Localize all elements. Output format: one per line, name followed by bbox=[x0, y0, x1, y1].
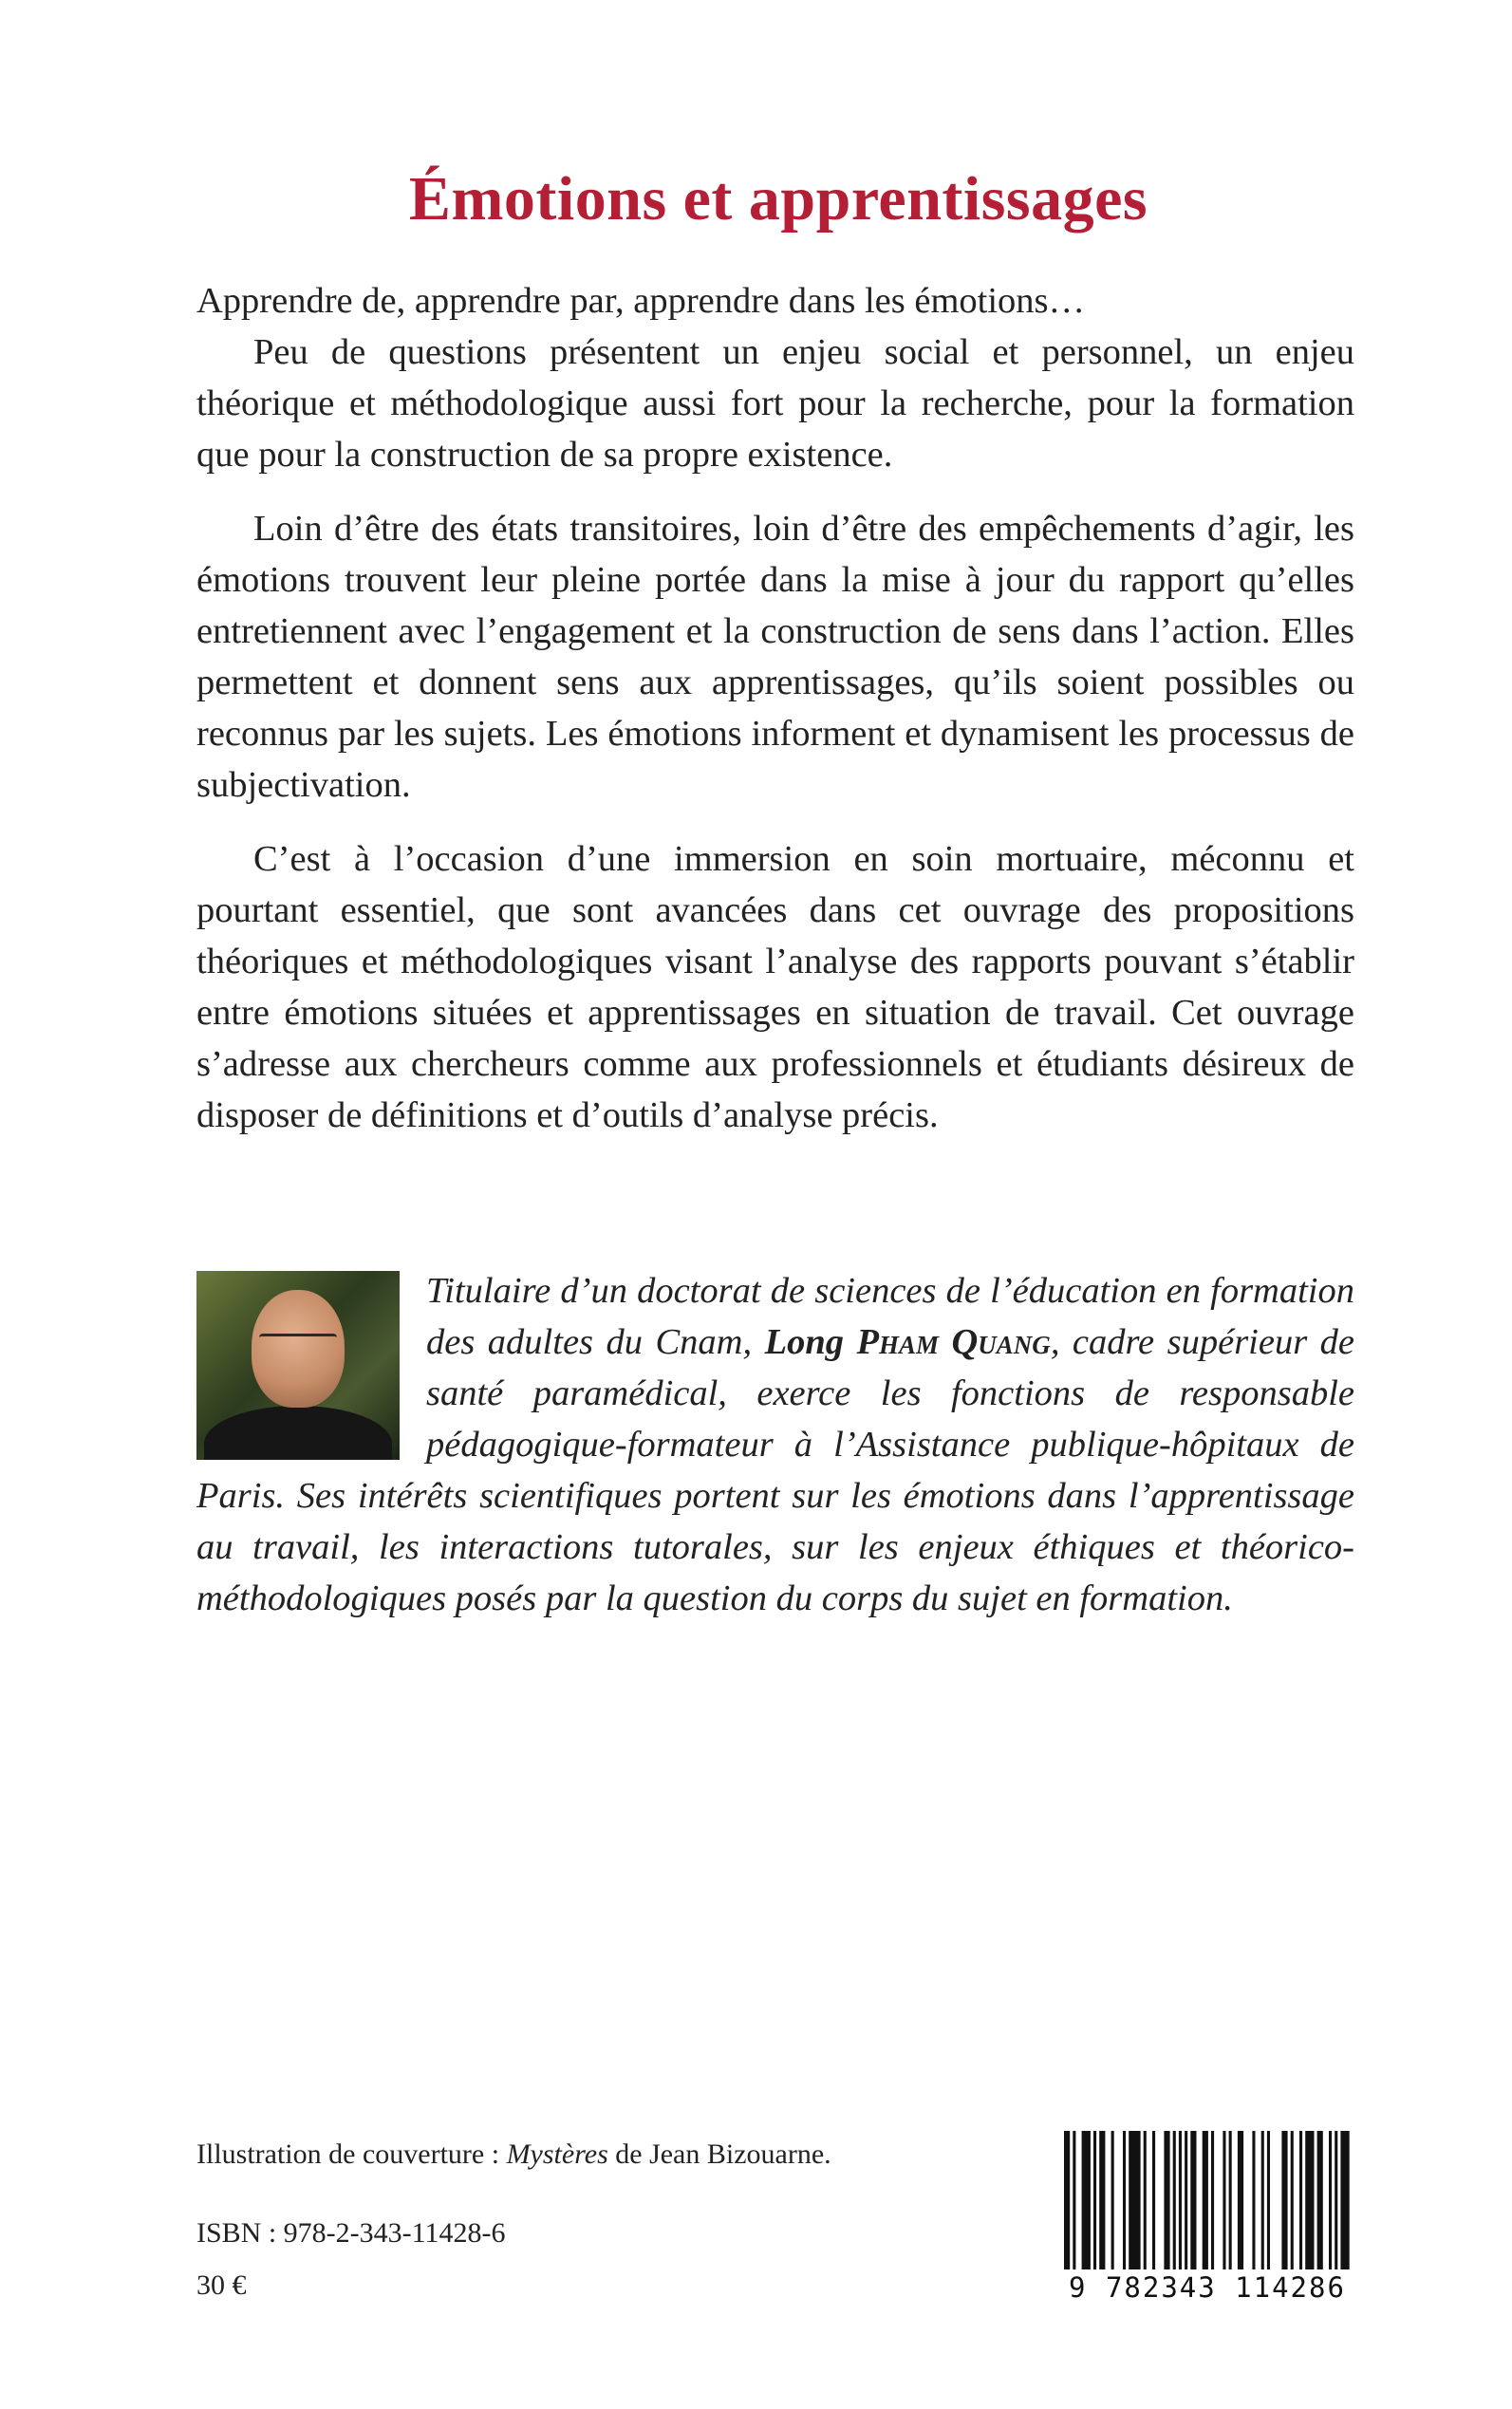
barcode-bar bbox=[1152, 2131, 1155, 2273]
barcode-bar bbox=[1335, 2131, 1337, 2273]
barcode-bar bbox=[1190, 2131, 1196, 2273]
barcode-bar bbox=[1064, 2131, 1070, 2273]
barcode bbox=[1060, 2131, 1354, 2311]
credit-prefix: Illustration de couverture : bbox=[196, 2138, 507, 2170]
bio-text-end: , cadre supérieur de santé paramédical, exerce les fonctions de responsable pédagogique-formateur à l’Assistance publique-hôpitaux de Paris. Ses intérêts scientifiques portent sur les émotions dans l’apprentissage au travail, les interactions tutorales, sur les enjeux éthiques et théorico-méthodologiques posés par la question du corps du sujet en formation. bbox=[196, 1322, 1355, 1618]
barcode-bar bbox=[1185, 2131, 1187, 2273]
blurb-paragraph-1: Peu de questions présentent un enjeu social et personnel, un enjeu théorique et méthodologique aussi fort pour la recherche, pour la formation que pour la construction de sa propre existence. bbox=[196, 332, 1354, 475]
barcode-bar bbox=[1299, 2131, 1302, 2273]
barcode-bar bbox=[1281, 2131, 1287, 2273]
author-bio bbox=[196, 1265, 1354, 1624]
author-name bbox=[765, 1322, 1051, 1362]
isbn: ISBN : 978-2-343-11428-6 bbox=[196, 2217, 506, 2249]
blurb-paragraph-3: C’est à l’occasion d’une immersion en soin mortuaire, méconnu et pourtant essentiel, que sont avancées dans cet ouvrage des propositions théoriques et méthodologiques visant l’analyse des rapports pouvant s’établir entre émotions situées et apprentissages en situation de travail. Cet ouvrage s’adresse aux chercheurs comme aux professionnels et étudiants désireux de disposer de définitions et d’outils d’analyse précis. bbox=[196, 839, 1354, 1135]
blurb-paragraph-0: Apprendre de, apprendre par, apprendre dans les émotions… bbox=[196, 281, 1086, 321]
barcode-bar bbox=[1267, 2131, 1270, 2273]
barcode-bar bbox=[1238, 2131, 1243, 2273]
barcode-bar bbox=[1111, 2131, 1114, 2273]
blurb-paragraph-2: Loin d’être des états transitoires, loin d’être des empêchements d’agir, les émotions trouvent leur pleine portée dans la mise à jour du rapport qu’elles entretiennent avec l’engagement et la construction de sens dans l’action. Elles permettent et donnent sens aux apprentissages, qu’ils soient possibles ou reconnus par les sujets. Les émotions informent et dynamisent les processus de subjectivation. bbox=[196, 509, 1354, 805]
barcode-bar bbox=[1179, 2131, 1182, 2273]
barcode-bar bbox=[1173, 2131, 1176, 2273]
barcode-bar bbox=[1223, 2131, 1225, 2273]
price: 30 € bbox=[196, 2269, 247, 2301]
barcode-bar bbox=[1164, 2131, 1169, 2273]
author-last-name: Pham Quang bbox=[856, 1322, 1051, 1362]
author-first-name: Long bbox=[764, 1322, 857, 1362]
barcode-bar bbox=[1129, 2131, 1140, 2273]
barcode-bar bbox=[1123, 2131, 1126, 2273]
barcode-bar bbox=[1291, 2131, 1294, 2273]
barcode-bar bbox=[1305, 2131, 1314, 2273]
barcode-bar bbox=[1203, 2131, 1208, 2273]
book-title: Émotions et apprentissages bbox=[408, 164, 1148, 234]
barcode-bar bbox=[1317, 2131, 1323, 2273]
barcode-bar bbox=[1093, 2131, 1096, 2273]
barcode-bar bbox=[1144, 2131, 1147, 2273]
barcode-bars bbox=[1060, 2131, 1354, 2273]
barcode-digits: 9 782343 114286 bbox=[1060, 2269, 1354, 2306]
bio-text-start: Titulaire d’un doctorat de sciences de l’éducation en formation des adultes du Cnam, bbox=[426, 1271, 1354, 1362]
barcode-bar bbox=[1261, 2131, 1264, 2273]
blurb bbox=[196, 275, 1354, 1164]
barcode-bar bbox=[1229, 2131, 1232, 2273]
barcode-bar bbox=[1073, 2131, 1075, 2273]
cover-credit bbox=[196, 2136, 831, 2174]
author-portrait bbox=[196, 1271, 400, 1460]
barcode-bar bbox=[1252, 2131, 1255, 2273]
credit-suffix: de Jean Bizouarne. bbox=[607, 2138, 831, 2170]
credit-work: Mystères bbox=[506, 2138, 608, 2170]
barcode-bar bbox=[1211, 2131, 1214, 2273]
barcode-bar bbox=[1329, 2131, 1332, 2273]
barcode-bar bbox=[1082, 2131, 1091, 2273]
barcode-bar bbox=[1099, 2131, 1105, 2273]
barcode-bar bbox=[1340, 2131, 1349, 2273]
